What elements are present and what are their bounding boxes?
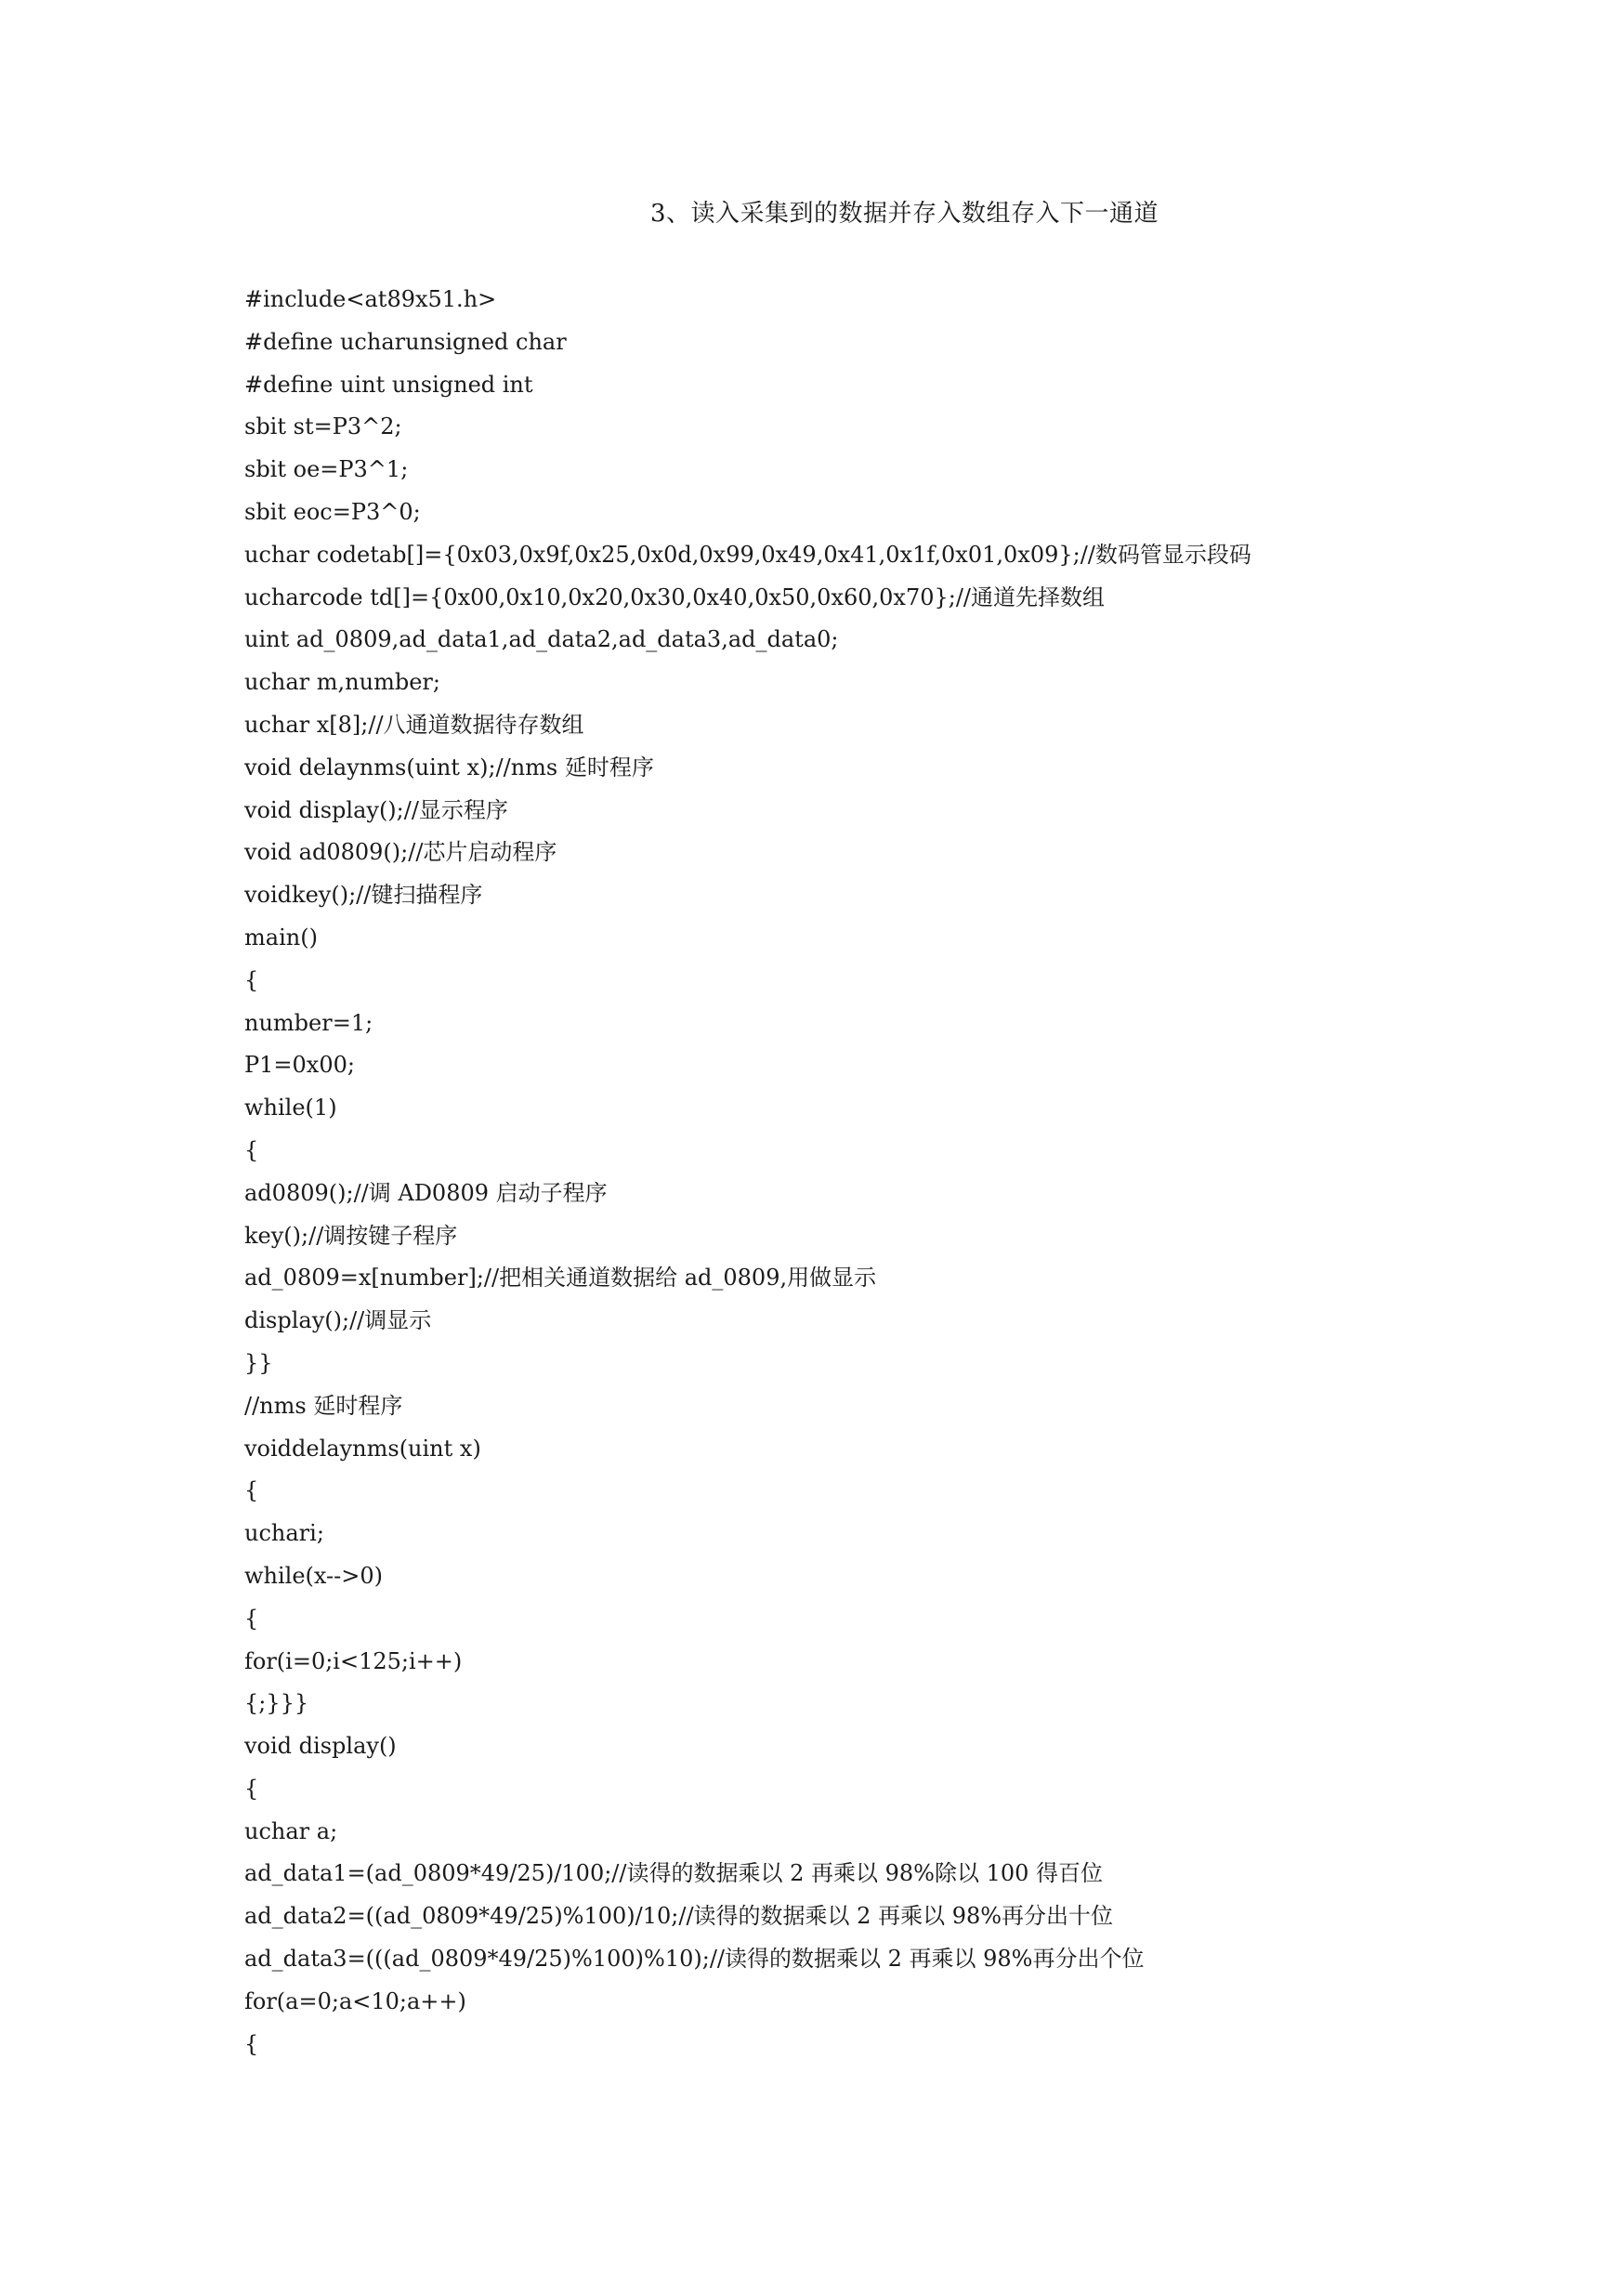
code-line: uint ad_0809,ad_data1,ad_data2,ad_data3,ad_data0; bbox=[244, 626, 839, 653]
section-heading: 3、读入采集到的数据并存入数组存入下一通道 bbox=[650, 200, 1159, 228]
code-line: P1=0x00; bbox=[244, 1052, 355, 1079]
code-line: number=1; bbox=[244, 1009, 373, 1036]
code-line: {;}}} bbox=[244, 1690, 309, 1717]
code-line: ad_data1=(ad_0809*49/25)/100;//读得的数据乘以 2 再乘以 98%除以 100 得百位 bbox=[244, 1860, 1104, 1887]
code-line: uchar a; bbox=[244, 1817, 338, 1844]
code-line: uchar x[8];//八通道数据待存数组 bbox=[244, 711, 584, 738]
code-line: { bbox=[244, 1136, 259, 1163]
code-line: ad_data3=(((ad_0809*49/25)%100)%10);//读得的数据乘以 2 再乘以 98%再分出个位 bbox=[244, 1946, 1145, 1973]
code-line: voidkey();//键扫描程序 bbox=[244, 882, 483, 909]
code-line: ad_0809=x[number];//把相关通道数据给 ad_0809,用做显示 bbox=[244, 1265, 877, 1292]
code-line: void display() bbox=[244, 1733, 397, 1760]
code-line: key();//调按键子程序 bbox=[244, 1222, 458, 1249]
code-line: uchar m,number; bbox=[244, 669, 440, 696]
code-line: { bbox=[244, 1605, 259, 1632]
code-line: main() bbox=[244, 924, 318, 951]
code-line: { bbox=[244, 2030, 259, 2057]
code-line: //nms 延时程序 bbox=[244, 1392, 403, 1419]
code-line: ad_data2=((ad_0809*49/25)%100)/10;//读得的数据乘以 2 再乘以 98%再分出十位 bbox=[244, 1903, 1114, 1930]
code-line: { bbox=[244, 1477, 259, 1504]
code-line: { bbox=[244, 1775, 259, 1802]
code-line: #define ucharunsigned char bbox=[244, 328, 567, 355]
code-line: sbit oe=P3^1; bbox=[244, 456, 409, 483]
code-line: void delaynms(uint x);//nms 延时程序 bbox=[244, 754, 654, 780]
code-line: ad0809();//调 AD0809 启动子程序 bbox=[244, 1179, 608, 1206]
code-line: }} bbox=[244, 1349, 273, 1376]
code-line: #define uint unsigned int bbox=[244, 371, 533, 398]
code-line: uchari; bbox=[244, 1520, 324, 1547]
code-line: sbit st=P3^2; bbox=[244, 413, 402, 440]
code-line: #include<at89x51.h> bbox=[244, 286, 497, 312]
code-line: sbit eoc=P3^0; bbox=[244, 498, 421, 525]
code-line: ucharcode td[]={0x00,0x10,0x20,0x30,0x40,0x50,0x60,0x70};//通道先择数组 bbox=[244, 584, 1106, 610]
code-line: while(1) bbox=[244, 1095, 337, 1121]
code-line: display();//调显示 bbox=[244, 1307, 432, 1334]
code-listing bbox=[244, 279, 1452, 2066]
code-line: void ad0809();//芯片启动程序 bbox=[244, 839, 557, 866]
code-line: while(x-->0) bbox=[244, 1562, 383, 1589]
code-line: { bbox=[244, 966, 259, 993]
code-line: voiddelaynms(uint x) bbox=[244, 1435, 481, 1462]
code-line: for(a=0;a<10;a++) bbox=[244, 1987, 466, 2014]
code-line: for(i=0;i<125;i++) bbox=[244, 1647, 463, 1674]
code-line: void display();//显示程序 bbox=[244, 796, 508, 823]
code-line: uchar codetab[]={0x03,0x9f,0x25,0x0d,0x99,0x49,0x41,0x1f,0x01,0x09};//数码管显示段码 bbox=[244, 541, 1251, 568]
